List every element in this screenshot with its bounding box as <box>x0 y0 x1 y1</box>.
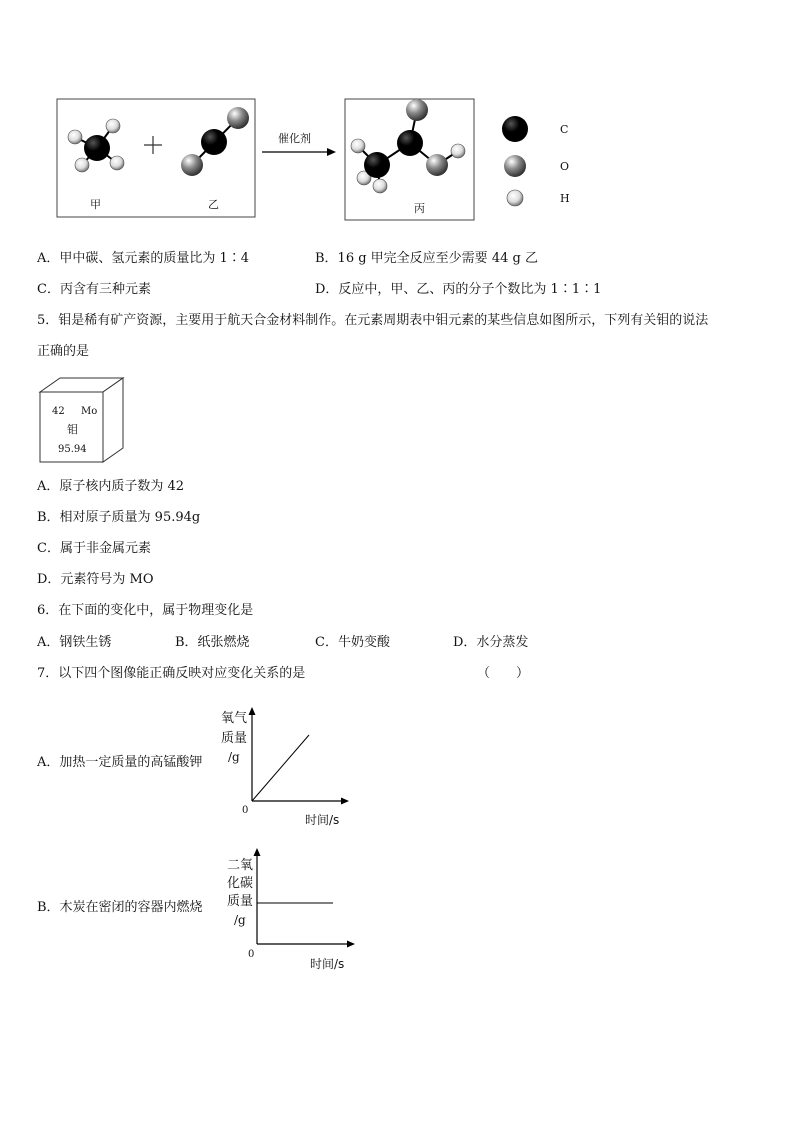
q4-option-c: C．丙含有三种元素 <box>37 282 151 297</box>
reaction-arrow <box>262 148 336 156</box>
legend-c-icon <box>502 116 528 142</box>
q5-stem-line2: 正确的是 <box>37 344 90 359</box>
chart-a-xlabel: 时间/s <box>305 813 340 827</box>
q4-option-d: D．反应中，甲、乙、丙的分子个数比为 1∶1∶1 <box>315 282 602 297</box>
label-bing: 丙 <box>414 202 425 215</box>
legend-o-icon <box>504 155 526 177</box>
q5-option-d: D．元素符号为 MO <box>37 572 154 587</box>
chart-b-x-arrow <box>347 941 355 948</box>
q4-option-b: B．16 g 甲完全反应至少需要 44 g 乙 <box>315 251 538 266</box>
chart-b-y-arrow <box>254 848 261 856</box>
element-number: 42 <box>52 406 65 417</box>
q7-option-a: A．加热一定质量的高锰酸钾 <box>37 755 203 770</box>
chart-a-ylabel-3: /g <box>228 750 240 764</box>
chart-b-xlabel: 时间/s <box>310 957 345 971</box>
q6-option-c: C．牛奶变酸 <box>315 635 390 650</box>
q6-option-a: A．钢铁生锈 <box>37 635 112 650</box>
chart-b-ylabel-1: 二氧 <box>227 858 254 873</box>
element-symbol: Mo <box>81 406 98 417</box>
legend-c-label: C <box>560 123 569 136</box>
chart-a-series-line-0 <box>252 735 309 801</box>
q5-option-c: C．属于非金属元素 <box>37 541 151 556</box>
q6-option-d: D．水分蒸发 <box>453 635 529 650</box>
element-name: 钼 <box>67 423 78 436</box>
q5-option-b: B．相对原子质量为 95.94g <box>37 510 201 525</box>
reactant-box <box>57 99 255 217</box>
chart-a-y-arrow <box>249 707 256 715</box>
q6-stem: 6．在下面的变化中，属于物理变化是 <box>37 603 254 618</box>
chart-a <box>245 705 355 805</box>
q7-option-b: B．木炭在密闭的容器内燃烧 <box>37 900 203 915</box>
q7-paren: （ ） <box>477 666 530 681</box>
chart-a-ylabel-1: 氧气 <box>221 711 248 726</box>
q6-option-b: B．纸张燃烧 <box>175 635 250 650</box>
q4-option-a: A．甲中碳、氢元素的质量比为 1∶4 <box>37 251 250 266</box>
chart-b-ylabel-3: 质量 <box>227 894 254 909</box>
chart-b <box>251 848 361 948</box>
chart-b-ylabel-4: /g <box>234 913 246 927</box>
legend-o-label: O <box>560 160 570 173</box>
element-mass: 95.94 <box>58 444 87 455</box>
legend-h-label: H <box>560 192 570 205</box>
q5-option-a: A．原子核内质子数为 42 <box>37 479 185 494</box>
q5-stem-line1: 5．钼是稀有矿产资源，主要用于航天合金材料制作。在元素周期表中钼元素的某些信息如图所示，下列有关钼的说法 <box>37 313 709 328</box>
chart-a-x-arrow <box>341 798 349 805</box>
q7-stem: 7．以下四个图像能正确反映对应变化关系的是 <box>37 666 306 681</box>
chart-b-ylabel-2: 化碳 <box>227 876 254 891</box>
chart-a-origin-label: 0 <box>242 805 249 816</box>
chart-a-ylabel-2: 质量 <box>221 731 248 746</box>
label-yi: 乙 <box>208 198 219 211</box>
label-catalyst: 催化剂 <box>278 132 311 145</box>
reaction-diagram <box>0 0 794 230</box>
chart-b-origin-label: 0 <box>248 949 255 960</box>
label-jia: 甲 <box>90 198 101 211</box>
legend-h-icon <box>507 190 523 206</box>
